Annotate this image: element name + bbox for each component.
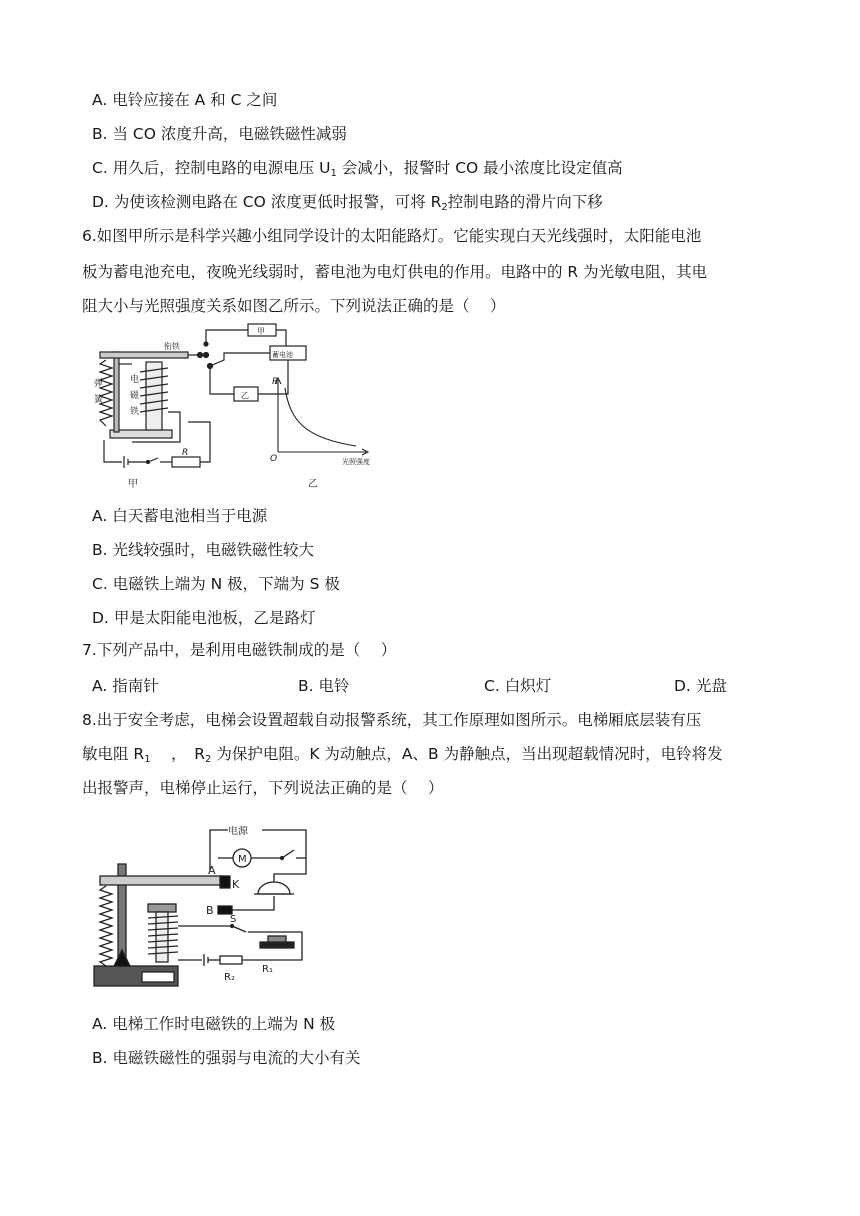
q6-option-a: A. 白天蓄电池相当于电源 — [92, 507, 268, 525]
q7-option-b: B. 电铃 — [298, 677, 350, 695]
q6-option-d: D. 甲是太阳能电池板，乙是路灯 — [92, 609, 316, 627]
battery-label: 蓄电池 — [272, 351, 293, 359]
caption-yi: 乙 — [308, 479, 318, 490]
q8-stem-line-1: 8.出于安全考虑，电梯会设置超载自动报警系统，其工作原理如图所示。电梯厢底层装有压 — [82, 711, 702, 729]
switch-s-label: S — [230, 914, 237, 925]
q5-option-d: D. 为使该检测电路在 CO 浓度更低时报警，可将 $R_2$控制电路的滑片向下移 — [92, 193, 603, 213]
armature-label: 衔铁 — [164, 342, 180, 351]
contact-b-label: B — [206, 904, 214, 917]
q6-circuit-figure — [92, 322, 392, 494]
q8-elevator-circuit-figure — [92, 826, 324, 992]
power-label: 电源 — [228, 826, 248, 837]
magnet-label-2: 磁 — [130, 391, 140, 401]
q8-stem-line-2: 敏电阻 $R_1$ ， $R_2$ 为保护电阻。K 为动触点，A、B 为静触点，当出现超载情况时，电铃将发 — [82, 745, 723, 765]
q7-option-a: A. 指南针 — [92, 677, 159, 695]
graph-x-label: 光照强度 — [342, 458, 370, 466]
q6-stem-line-1: 6.如图甲所示是科学兴趣小组同学设计的太阳能路灯。它能实现白天光线强时，太阳能电池 — [82, 227, 702, 245]
q5-option-c: C. 用久后，控制电路的电源电压 $U_1$ 会减小，报警时 CO 最小浓度比设定值高 — [92, 159, 623, 179]
magnet-label-3: 铁 — [130, 407, 140, 417]
q7-option-d: D. 光盘 — [674, 677, 727, 695]
resistor-label: R — [182, 448, 189, 458]
q6-stem-line-2: 板为蓄电池充电，夜晚光线弱时，蓄电池为电灯供电的作用。电路中的 R 为光敏电阻，其电 — [82, 263, 708, 281]
graph-y-label: R — [272, 377, 279, 387]
magnet-label-1: 电 — [130, 375, 140, 385]
q6-option-c: C. 电磁铁上端为 N 极，下端为 S 极 — [92, 575, 340, 593]
q5-option-a: A. 电铃应接在 A 和 C 之间 — [92, 91, 278, 109]
q5-option-b: B. 当 CO 浓度升高，电磁铁磁性减弱 — [92, 125, 347, 143]
q7-option-c: C. 白炽灯 — [484, 677, 552, 695]
q6-option-b: B. 光线较强时，电磁铁磁性较大 — [92, 541, 315, 559]
yi-box-label: 乙 — [241, 391, 249, 400]
q7-stem: 7.下列产品中，是利用电磁铁制成的是（ ） — [82, 641, 397, 659]
jia-box-label: 甲 — [257, 327, 265, 336]
q8-option-a: A. 电梯工作时电磁铁的上端为 N 极 — [92, 1015, 336, 1033]
graph-origin: O — [270, 454, 278, 464]
spring-label-1: 弹 — [94, 379, 104, 389]
caption-jia: 甲 — [128, 479, 138, 490]
contact-a-label: A — [208, 864, 216, 877]
spring-label-2: 簧 — [94, 395, 104, 405]
q6-stem-line-3: 阻大小与光照强度关系如图乙所示。下列说法正确的是（ ） — [82, 297, 506, 315]
r2-label: R₂ — [224, 972, 235, 983]
motor-label: M — [238, 854, 247, 865]
q8-stem-line-3: 出报警声，电梯停止运行，下列说法正确的是（ ） — [82, 779, 444, 797]
contact-k-label: K — [232, 878, 240, 891]
r1-label: R₁ — [262, 964, 273, 975]
q8-option-b: B. 电磁铁磁性的强弱与电流的大小有关 — [92, 1049, 361, 1067]
